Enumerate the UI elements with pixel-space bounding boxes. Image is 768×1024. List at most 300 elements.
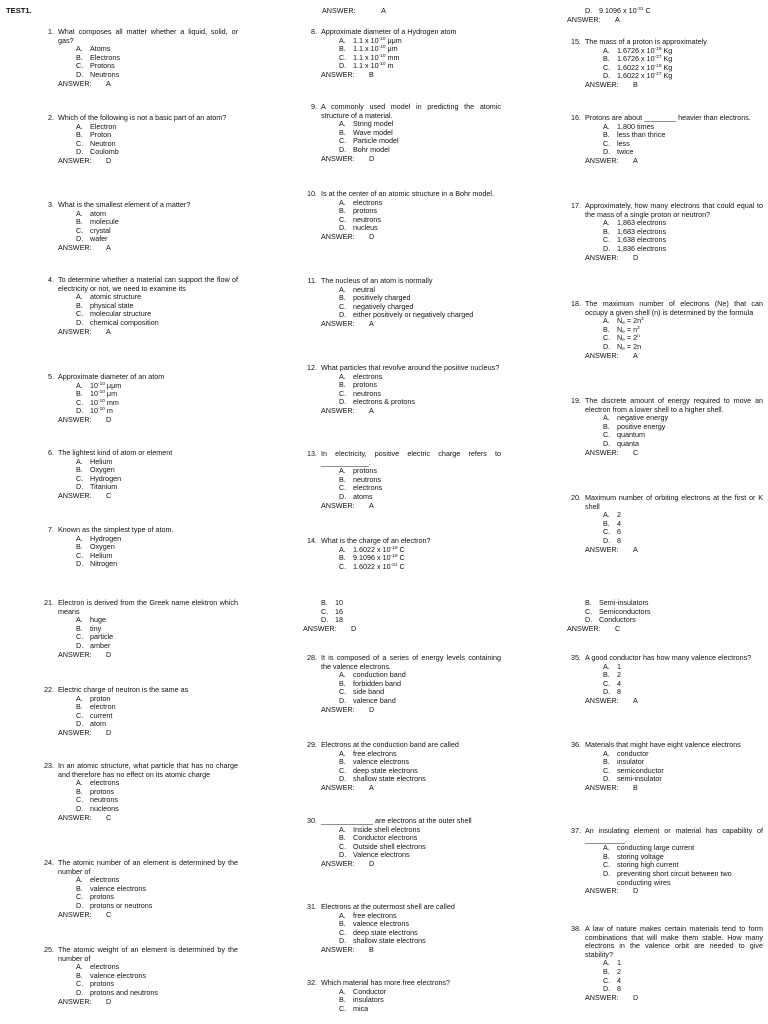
question-text: What particles that revolve around the positive nucleus? (321, 363, 500, 372)
choice-letter: C. (339, 687, 347, 697)
choice-text: Conductor electrons (353, 833, 418, 843)
question-stem (40, 114, 238, 123)
choice-d (76, 71, 238, 80)
choice-d (603, 245, 763, 254)
choice-text: electrons (353, 371, 383, 381)
choice-letter: D. (76, 900, 84, 910)
choice-text: shallow state electrons (353, 936, 426, 946)
choice-letter: D. (76, 719, 84, 729)
answer-label: ANSWER: (58, 909, 92, 919)
choice-letter: A. (603, 843, 610, 853)
question-q5 (40, 373, 238, 425)
question-stem (40, 201, 238, 210)
choice-letter: B. (603, 324, 610, 334)
choice-text: Titanium (90, 482, 118, 492)
choice-text: negatively charged (353, 301, 414, 311)
choice-a (603, 663, 763, 672)
answer-line (321, 71, 501, 80)
question-number: 12. (307, 363, 317, 372)
choice-text: Oxygen (90, 542, 115, 552)
choice-letter: A. (603, 510, 610, 520)
choice-d (603, 985, 763, 994)
question-text: An insulating element or material has capability of __________. (585, 826, 763, 844)
choice-letter: B. (76, 217, 83, 227)
answer-value: A (106, 78, 111, 88)
choice-letter: A. (76, 380, 83, 390)
choice-letter: C. (76, 795, 84, 805)
choice-text: 1.6022 x $10^{-19}$ Kg (617, 62, 673, 72)
choice-text: Inside shell electrons (353, 824, 421, 834)
choice-text: valence electrons (353, 757, 409, 767)
answer-line (321, 860, 501, 869)
question-stem (40, 762, 238, 779)
answer-line (58, 416, 238, 425)
question-number: 38. (571, 924, 581, 933)
question-stem (40, 526, 238, 535)
choice-text: electrons (353, 197, 383, 207)
question-stem (303, 28, 501, 37)
choice-d (339, 146, 501, 155)
question-number: 19. (571, 396, 581, 405)
question-number: 24. (44, 858, 54, 867)
choice-text: Electrons (90, 52, 120, 62)
answer-value: C (633, 447, 639, 457)
question-text: Approximately, how many electrons that could equal to the mass of a single proton or neutron? (585, 201, 763, 219)
question-text: The discrete amount of energy required to move an electron from a lower shell to a higher shell. (585, 396, 763, 414)
question-stem (303, 277, 501, 286)
choice-text: 4 (617, 975, 621, 985)
choice-text: deep state electrons (353, 765, 418, 775)
choice-d (339, 493, 501, 502)
choice-d (603, 688, 763, 697)
answer-label: ANSWER: (58, 490, 92, 500)
question-text: The lightest kind of atom or element (58, 448, 173, 457)
choice-text: Neutron (90, 138, 116, 148)
choice-d (339, 62, 501, 71)
choice-text: less (617, 138, 630, 148)
answer-label: ANSWER: (585, 252, 619, 262)
choice-d (76, 902, 238, 911)
choice-letter: A. (76, 778, 83, 788)
answer-value: B (633, 79, 638, 89)
answer-line (58, 911, 238, 920)
answer-label: ANSWER: (58, 414, 92, 424)
choice-text: atom (90, 719, 106, 729)
carryover-answer (322, 7, 386, 16)
question-number: 37. (571, 826, 581, 835)
choice-letter: C. (603, 138, 611, 148)
choice-d (339, 697, 501, 706)
choice-d (339, 775, 501, 784)
choice-letter: A. (339, 824, 346, 834)
choice-letter: B. (76, 52, 83, 62)
choice-text: 1.6726 x $10^{-27}$ Kg (617, 54, 673, 64)
choice-letter: B. (603, 851, 610, 861)
choice-d (603, 343, 763, 352)
choice-letter: B. (339, 474, 346, 484)
answer-label: ANSWER: (321, 153, 355, 163)
choice-letter: C. (339, 561, 347, 571)
answer-value: A (633, 695, 638, 705)
question-number: 30. (307, 816, 317, 825)
question-stem (567, 300, 763, 317)
choice-text: Conductors (599, 615, 636, 625)
answer-label: ANSWER: (585, 79, 619, 89)
answer-line (585, 546, 763, 555)
answer-value: D (106, 996, 112, 1006)
answer-label: ANSWER: (321, 858, 355, 868)
choice-text: storing high current (617, 860, 679, 870)
question-text: _____________ are electrons at the outer shell (321, 816, 472, 825)
question-number: 31. (307, 902, 317, 911)
choice-text: protons (353, 466, 377, 476)
choice-letter: A. (339, 910, 346, 920)
choice-d (603, 537, 763, 546)
choice-text: Helium (90, 550, 113, 560)
choice-text: 9.1096 x $10^{-31}$ C (599, 6, 651, 15)
choice-letter: A. (76, 44, 83, 54)
choice-letter: D. (603, 243, 611, 253)
choice-d (76, 805, 238, 814)
choice-text: chemical composition (90, 317, 159, 327)
answer-line (321, 155, 501, 164)
choice-letter: C. (76, 979, 84, 989)
question-q28 (303, 654, 501, 714)
question-stem (40, 373, 238, 382)
answer-line (58, 492, 238, 501)
question-stem (303, 979, 501, 988)
choice-letter: D. (603, 984, 611, 994)
choice-text: protons (353, 206, 377, 216)
answer-line (567, 16, 763, 25)
choice-letter: A. (339, 197, 346, 207)
answer-label: ANSWER: (585, 992, 619, 1002)
question-stem (40, 946, 238, 963)
answer-label: ANSWER: (585, 782, 619, 792)
question-text: A good conductor has how many valence electrons? (585, 653, 752, 662)
choice-letter: C. (321, 606, 329, 616)
question-number: 7. (48, 525, 54, 534)
answer-line (585, 352, 763, 361)
choice-d (76, 720, 238, 729)
choice-text: conduction band (353, 670, 406, 680)
choice-letter: C. (339, 388, 347, 398)
choice-letter: C. (339, 483, 347, 493)
choice-text: electrons (90, 962, 120, 972)
choice-letter: D. (76, 147, 84, 157)
choice-letter: D. (76, 803, 84, 813)
choice-text: semiconductor (617, 765, 664, 775)
choice-text: positive energy (617, 421, 666, 431)
question-stem (303, 364, 501, 373)
choice-text: Outside shell electrons (353, 841, 426, 851)
question-text: In an atomic structure, what particle that has no charge and therefore has no effect on its atomic charge (58, 761, 238, 779)
question-text: Approximate diameter of an atom (58, 372, 165, 381)
question-q14cont (567, 7, 763, 24)
choice-d (603, 440, 763, 449)
choice-letter: C. (76, 632, 84, 642)
choice-text: quantum (617, 430, 645, 440)
answer-label: ANSWER: (58, 812, 92, 822)
question-text: What is the charge of an electron? (321, 536, 431, 545)
choice-letter: A. (603, 316, 610, 326)
answer-line (585, 157, 763, 166)
question-stem (303, 903, 501, 912)
question-q15 (567, 38, 763, 90)
choice-text: 9.1096 x $10^{-19}$ C (353, 553, 405, 563)
answer-value: A (633, 544, 638, 554)
question-text: The atomic weight of an element is determined by the number of (58, 945, 238, 963)
answer-value: D (369, 231, 375, 241)
choice-letter: C. (339, 927, 347, 937)
choice-letter: C. (339, 214, 347, 224)
answer-label: ANSWER: (585, 886, 619, 896)
choice-text: either positively or negatively charged (353, 310, 474, 320)
choice-letter: D. (339, 223, 347, 233)
question-text: The nucleus of an atom is normally (321, 276, 433, 285)
answer-label: ANSWER: (321, 231, 355, 241)
choice-text: free electrons (353, 748, 397, 758)
question-q19 (567, 397, 763, 457)
choice-text: 1.6726 x $10^{-19}$ Kg (617, 45, 673, 55)
question-number: 23. (44, 761, 54, 770)
answer-value: D (633, 886, 639, 896)
question-text: Approximate diameter of a Hydrogen atom (321, 27, 457, 36)
answer-value: D (106, 727, 112, 737)
question-q7 (40, 526, 238, 569)
choice-letter: C. (603, 975, 611, 985)
choice-letter: B. (603, 54, 610, 64)
choice-text: Hydrogen (90, 533, 122, 543)
choice-text: nucleus (353, 223, 378, 233)
question-stem (303, 190, 501, 199)
answer-line (321, 946, 501, 955)
answer-line (58, 244, 238, 253)
question-number: 10. (307, 189, 317, 198)
choice-text: Oxygen (90, 465, 115, 475)
choice-letter: A. (603, 748, 610, 758)
question-number: 4. (48, 275, 54, 284)
choice-letter: A. (76, 292, 83, 302)
question-stem (303, 654, 501, 671)
choice-text: Wave model (353, 127, 393, 137)
answer-label: ANSWER: (58, 155, 92, 165)
choice-letter: D. (321, 615, 329, 625)
answer-value: D (106, 155, 112, 165)
choice-letter: D. (585, 6, 593, 15)
question-number: 29. (307, 740, 317, 749)
choice-d (76, 319, 238, 328)
choice-c (603, 977, 763, 986)
choice-letter: D. (76, 640, 84, 650)
choice-text: $10^{-10}$ mm (90, 397, 119, 407)
question-text: To determine whether a material can support the flow of electricity or not, we need to examine its (58, 275, 238, 293)
choice-text: free electrons (353, 910, 397, 920)
question-stem (567, 202, 763, 219)
choice-letter: B. (339, 206, 346, 216)
question-q35 (567, 654, 763, 706)
question-stem (567, 654, 763, 663)
question-q29 (303, 741, 501, 793)
question-number: 13. (307, 449, 317, 458)
choice-text: neutral (353, 284, 375, 294)
question-text: The atomic number of an element is determined by the number of (58, 858, 238, 876)
choice-letter: C. (339, 1003, 347, 1013)
question-number: 5. (48, 372, 54, 381)
choice-letter: C. (339, 301, 347, 311)
question-number: 14. (307, 536, 317, 545)
choice-letter: C. (76, 892, 84, 902)
question-number: 18. (571, 299, 581, 308)
answer-line (585, 81, 763, 90)
choice-letter: D. (339, 491, 347, 501)
choice-a (76, 382, 238, 391)
choice-text: 1 (617, 661, 621, 671)
choice-c (603, 528, 763, 537)
answer-value: A (106, 242, 111, 252)
question-text: It is composed of a series of energy levels containing the valence electrons. (321, 653, 501, 671)
answer-line (567, 625, 763, 634)
choice-letter: D. (339, 774, 347, 784)
question-stem (567, 114, 763, 123)
choice-d (321, 616, 501, 625)
choice-letter: A. (76, 121, 83, 131)
choice-d (339, 398, 501, 407)
question-q36 (567, 741, 763, 793)
choice-text: 10 (335, 598, 343, 607)
choice-d (603, 775, 763, 784)
choice-text: $N_e = 2n$ (617, 341, 642, 352)
choice-text: particle (90, 632, 114, 642)
answer-value: D (369, 704, 375, 714)
question-number: 8. (311, 27, 317, 36)
choice-b (603, 968, 763, 977)
choice-text: 1.1 x $10^{-10}$ mm (353, 52, 400, 62)
answer-value: A (369, 405, 374, 415)
question-stem (303, 741, 501, 750)
question-stem (567, 925, 763, 959)
answer-line (585, 887, 763, 896)
choice-d (76, 989, 238, 998)
question-text: Which of the following is not a basic part of an atom? (58, 113, 227, 122)
choice-text: 1.1 x $10^{-10}$ μμm (353, 35, 402, 45)
answer-label: ANSWER: (321, 405, 355, 415)
answer-label: ANSWER: (321, 782, 355, 792)
choice-text: insulators (353, 995, 384, 1005)
question-q4 (40, 276, 238, 336)
answer-value: D (369, 153, 375, 163)
choice-letter: B. (603, 421, 610, 431)
question-number: 11. (307, 276, 317, 285)
answer-value: A (633, 155, 638, 165)
question-stem (40, 276, 238, 293)
choice-text: 1,800 times (617, 121, 655, 131)
choice-letter: A. (76, 962, 83, 972)
question-stem (40, 686, 238, 695)
choice-letter: A. (603, 218, 610, 228)
question-number: 2. (48, 113, 54, 122)
answer-line (585, 254, 763, 263)
choice-letter: C. (603, 765, 611, 775)
answer-line (321, 706, 501, 715)
choice-c (321, 608, 501, 617)
choice-d (76, 148, 238, 157)
question-stem (40, 28, 238, 45)
choice-letter: A. (76, 693, 83, 703)
answer-value: A (369, 500, 374, 510)
choice-d (603, 870, 763, 887)
choice-letter: B. (603, 130, 610, 140)
question-q3 (40, 201, 238, 253)
choice-text: insulator (617, 757, 645, 767)
question-number: 22. (44, 685, 54, 694)
choice-text: storing voltage (617, 851, 664, 861)
question-q34cont (567, 599, 763, 633)
choice-letter: B. (339, 678, 346, 688)
question-q2 (40, 114, 238, 166)
answer-value: C (615, 623, 621, 633)
question-q31 (303, 903, 501, 955)
choice-d (339, 224, 501, 233)
answer-line (58, 80, 238, 89)
choice-d (76, 483, 238, 492)
question-q25 (40, 946, 238, 1006)
answer-value: B (369, 69, 374, 79)
choice-text: valence electrons (353, 919, 409, 929)
question-number: 21. (44, 598, 54, 607)
choice-letter: B. (339, 44, 346, 54)
question-number: 20. (571, 493, 581, 502)
choice-letter: D. (603, 868, 611, 878)
choice-text: Conductor (353, 986, 387, 996)
choice-letter: A. (76, 208, 83, 218)
choice-letter: C. (76, 710, 84, 720)
choice-text: amber (90, 640, 111, 650)
answer-line (58, 998, 238, 1007)
question-q22 (40, 686, 238, 738)
choice-text: String model (353, 119, 394, 129)
choice-text: $10^{-10}$ μμm (90, 380, 122, 390)
choice-letter: A. (339, 670, 346, 680)
question-text: Electrons at the outermost shell are called (321, 902, 455, 911)
answer-label: ANSWER: (585, 350, 619, 360)
choice-text: shallow state electrons (353, 774, 426, 784)
choice-text: $10^{-10}$ m (90, 406, 113, 416)
choice-letter: C. (603, 527, 611, 537)
answer-line (58, 328, 238, 337)
choice-letter: B. (339, 995, 346, 1005)
question-text: Is at the center of an atomic structure in a Bohr model. (321, 189, 494, 198)
answer-label: ANSWER: (303, 623, 337, 633)
question-stem (567, 741, 763, 750)
choice-letter: B. (321, 598, 328, 607)
choice-letter: B. (339, 757, 346, 767)
choice-letter: D. (339, 695, 347, 705)
choice-letter: A. (339, 544, 346, 554)
answer-line (58, 814, 238, 823)
choice-text: forbidden band (353, 678, 401, 688)
choice-letter: B. (603, 757, 610, 767)
choice-text: deep state electrons (353, 927, 418, 937)
choice-text: neutrons (90, 795, 118, 805)
choice-b (76, 390, 238, 399)
choice-text: protons or neutrons (90, 900, 153, 910)
question-q23 (40, 762, 238, 822)
choice-text: Proton (90, 130, 112, 140)
choice-text: electrons & protons (353, 397, 415, 407)
choice-letter: A. (603, 958, 610, 968)
choice-letter: B. (76, 130, 83, 140)
